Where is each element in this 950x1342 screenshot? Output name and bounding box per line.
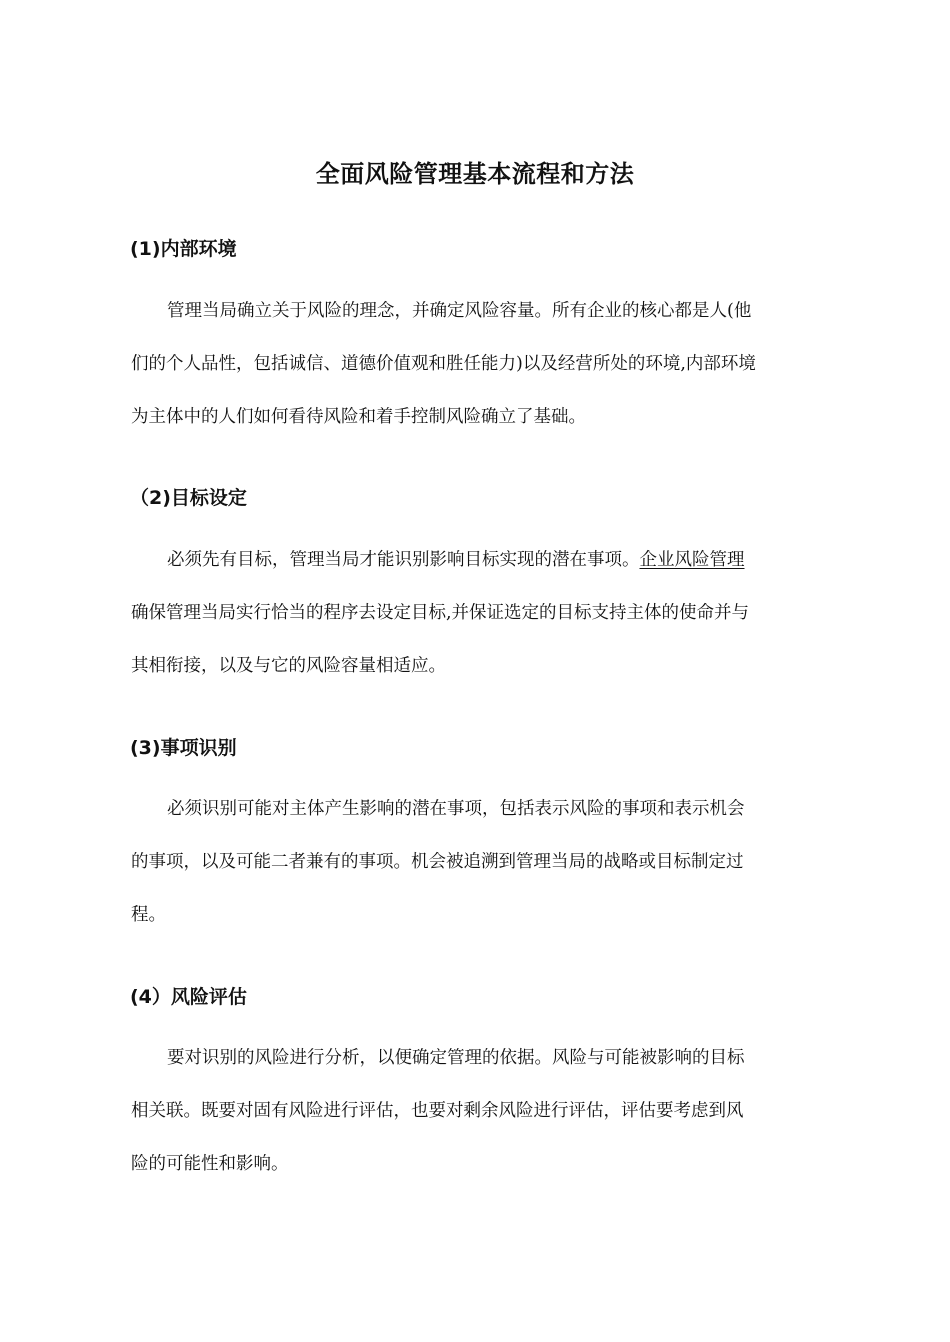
section-body-objective-setting [131, 534, 821, 693]
paragraph-line: 其相衔接，以及与它的风险容量相适应。 [131, 656, 446, 676]
paragraph-line: 程。 [131, 905, 166, 925]
paragraph-line: 相关联。既要对固有风险进行评估，也要对剩余风险进行评估，评估要考虑到风 [131, 1101, 744, 1121]
paragraph-line: 们的个人品性，包括诚信、道德价值观和胜任能力)以及经营所处的环境,内部环境 [131, 354, 756, 374]
document-title: 全面风险管理基本流程和方法 [315, 160, 635, 188]
paragraph-line [131, 534, 821, 587]
section-heading-risk-assessment: (4）风险评估 [130, 986, 247, 1008]
paragraph-text: 必须先有目标，管理当局才能识别影响目标实现的潜在事项。 [167, 550, 640, 570]
paragraph-line: 的事项，以及可能二者兼有的事项。机会被追溯到管理当局的战略或目标制定过 [131, 852, 744, 872]
section-body-internal-environment [131, 285, 821, 444]
paragraph-line: 必须识别可能对主体产生影响的潜在事项，包括表示风险的事项和表示机会 [167, 799, 745, 819]
paragraph-line: 为主体中的人们如何看待风险和着手控制风险确立了基础。 [131, 407, 586, 427]
section-heading-objective-setting: （2)目标设定 [130, 487, 247, 509]
paragraph-line: 确保管理当局实行恰当的程序去设定目标,并保证选定的目标支持主体的使命并与 [131, 603, 750, 623]
paragraph-line: 要对识别的风险进行分析，以便确定管理的依据。风险与可能被影响的目标 [167, 1048, 745, 1068]
paragraph-line: 险的可能性和影响。 [131, 1154, 289, 1174]
section-body-risk-assessment [131, 1032, 821, 1191]
section-heading-event-identification: (3)事项识别 [130, 737, 237, 759]
paragraph-line: 管理当局确立关于风险的理念，并确定风险容量。所有企业的核心都是人(他 [167, 301, 752, 321]
section-body-event-identification [131, 783, 821, 942]
section-heading-internal-environment: (1)内部环境 [130, 238, 237, 260]
erm-link[interactable]: 企业风险管理 [639, 550, 745, 570]
